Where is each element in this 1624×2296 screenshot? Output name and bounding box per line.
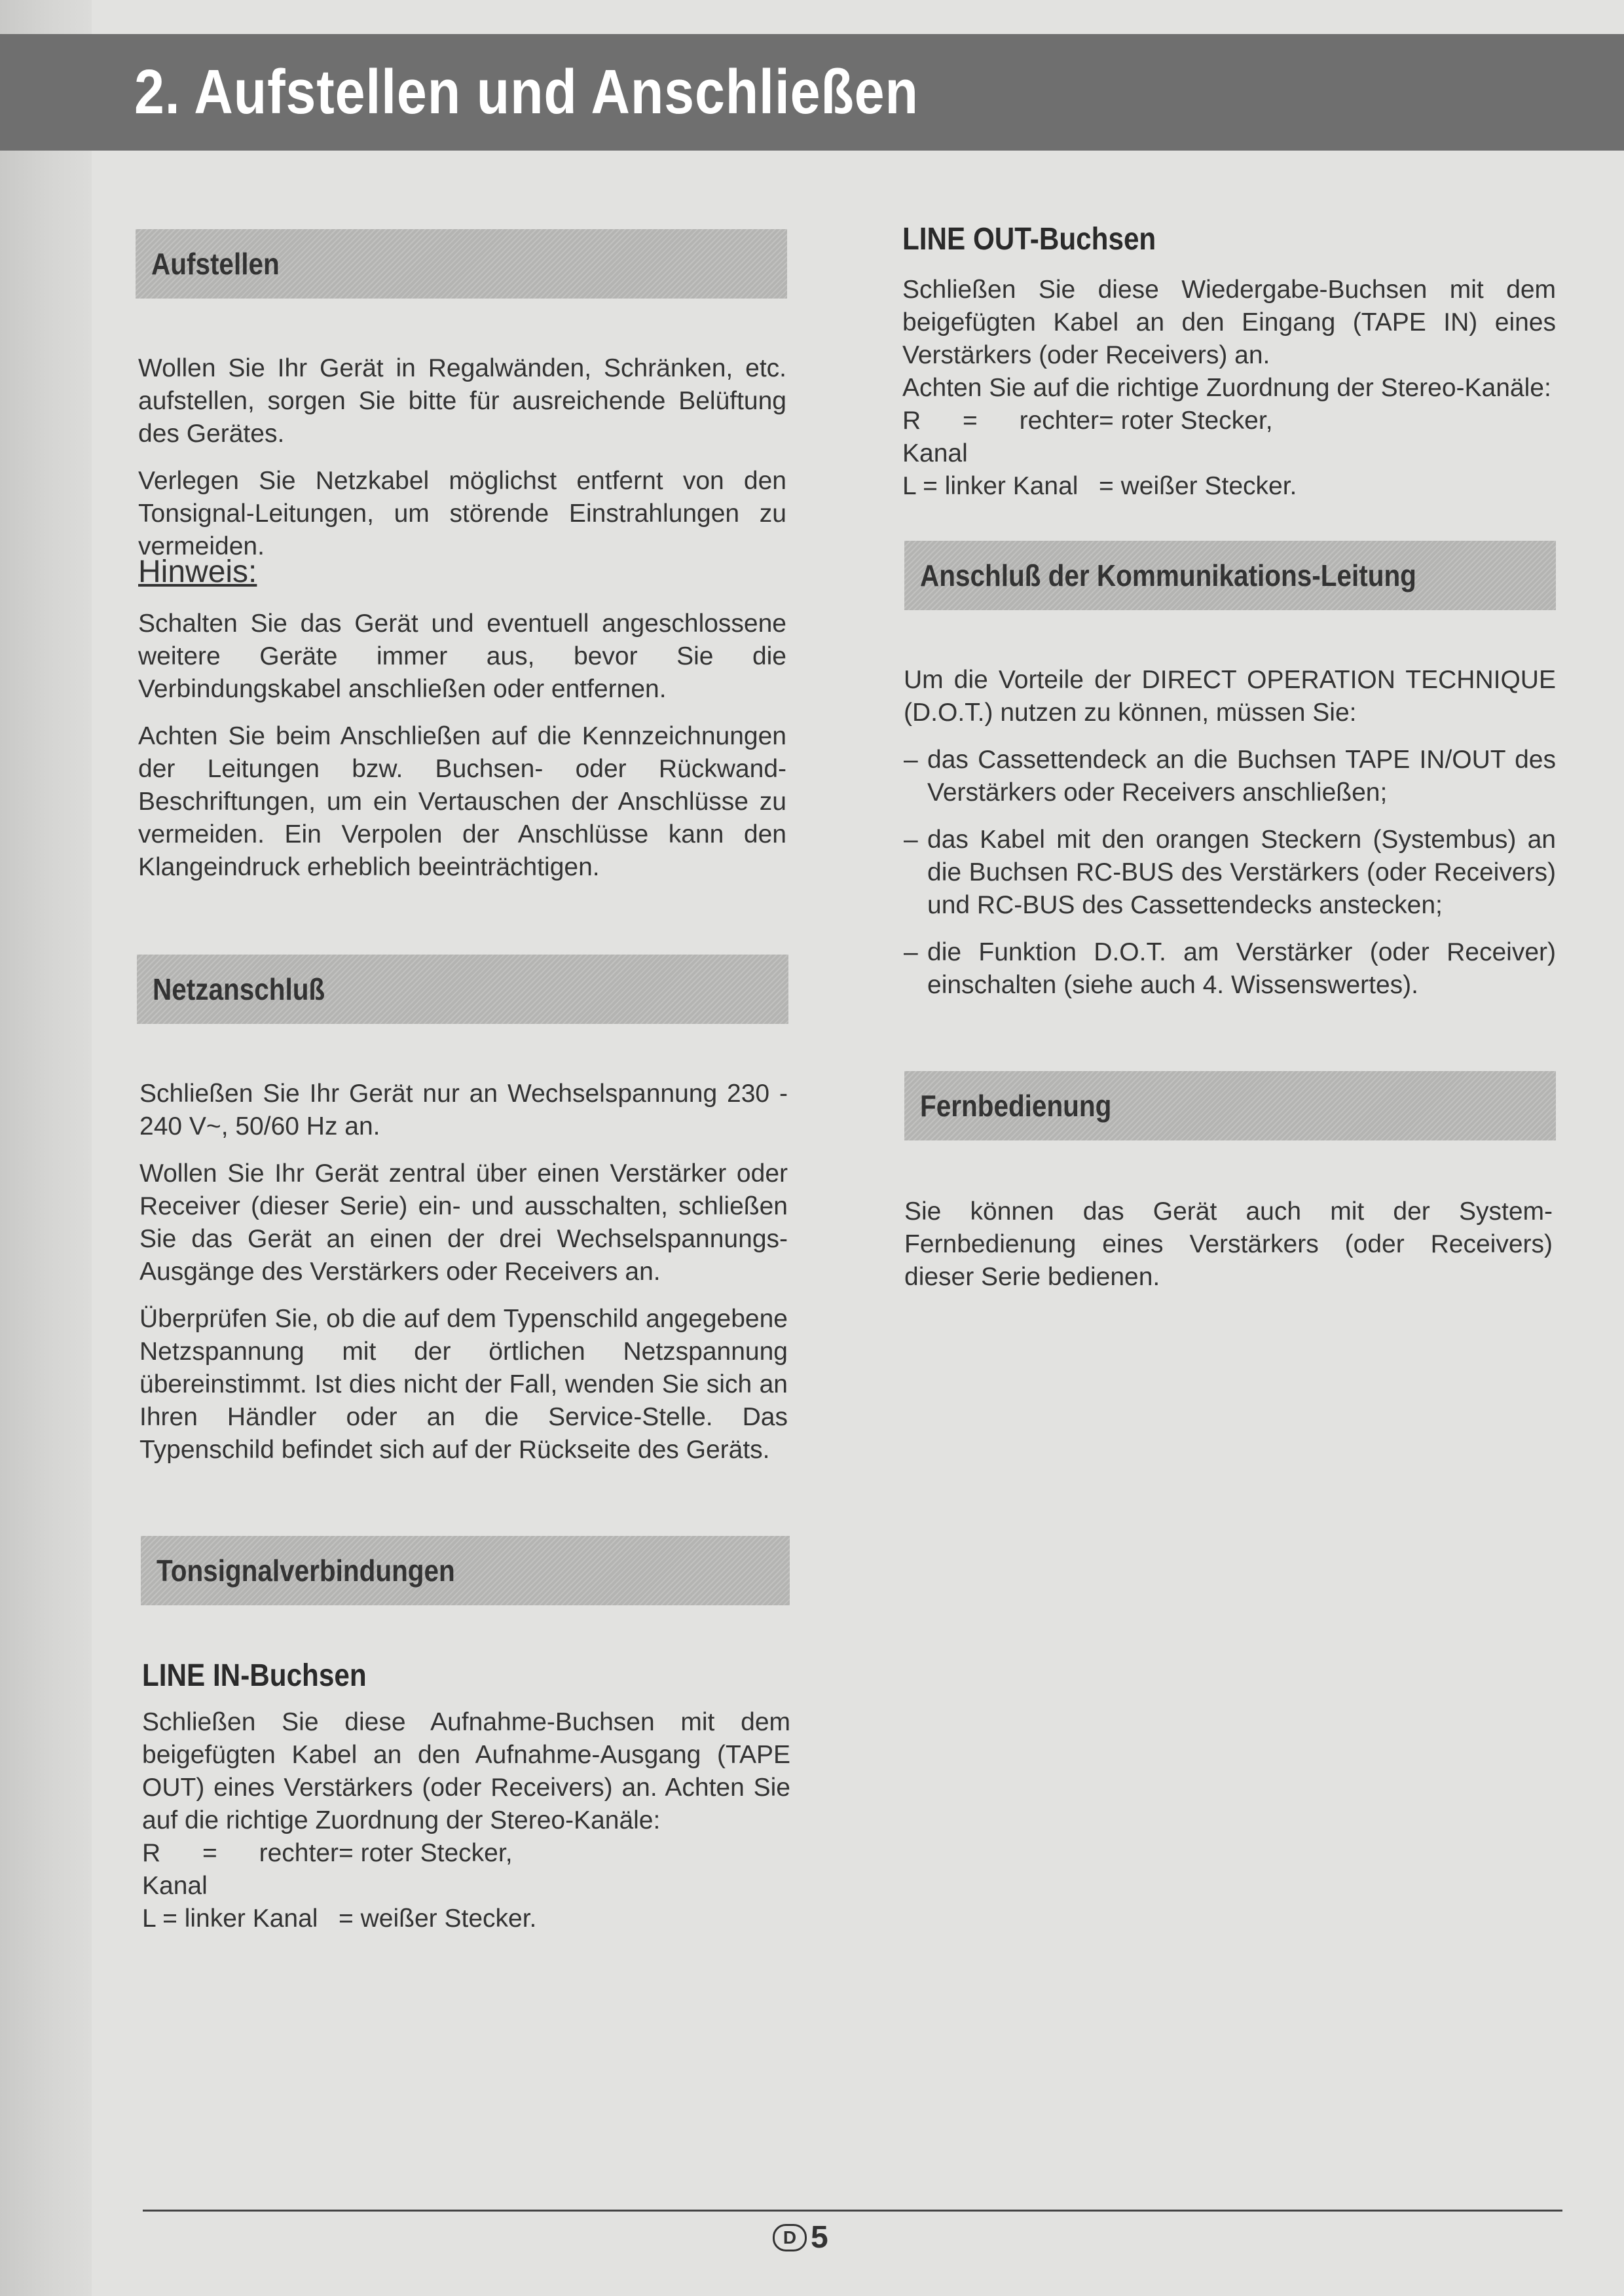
channel-value: = weißer Stecker. [339,1904,537,1933]
paragraph: Verlegen Sie Netzkabel möglichst entfernt von den Tonsignal-Leitungen, um störende Einstrahlungen zu vermeiden. [138,467,786,560]
channel-value: = roter Stecker, [339,1839,513,1867]
section-heading-fernbedienung: Fernbedienung [920,1089,1112,1123]
section-heading-netzanschluss: Netzanschluß [153,972,325,1006]
section-fernbedienung [904,1071,1556,1140]
section-aufstellen [136,229,787,299]
channel-assignment-l [902,470,1556,503]
paragraph: Wollen Sie Ihr Gerät zentral über einen Verstärker oder Receiver (dieser Serie) ein- und ausschalten, schließen Sie das Gerät an einen der drei Wechselspannungs-Ausgänge des Verstärkers oder Receivers an. [139,1159,788,1286]
paragraph: Schließen Sie diese Aufnahme-Buchsen mit dem beigefügten Kabel an den Aufnahme-Ausgang (TAPE OUT) eines Verstärkers (oder Receivers) an. Achten Sie auf die richtige Zuordnung der Stereo-Kanäle: [142,1708,790,1834]
paragraph: Um die Vorteile der DIRECT OPERATION TECHNIQUE (D.O.T.) nutzen zu können, müssen Sie: [904,666,1556,727]
section-heading-aufstellen: Aufstellen [151,247,280,281]
page-title: 2. Aufstellen und Anschließen [134,57,919,127]
page-number [773,2219,828,2255]
channel-value: = weißer Stecker. [1099,472,1297,500]
channel-assignment-r [142,1837,790,1903]
list-item: – das Kabel mit den orangen Steckern (Systembus) an die Buchsen RC-BUS des Verstärkers (oder Receivers) und RC-BUS des Cassettendecks anstecken; [904,826,1556,919]
channel-value: = roter Stecker, [1099,407,1273,435]
paragraph: Wollen Sie Ihr Gerät in Regalwänden, Schränken, etc. aufstellen, sorgen Sie bitte für ausreichende Belüftung des Gerätes. [138,354,786,448]
aufstellen-text [138,352,786,577]
line-out-text [902,274,1556,503]
paragraph: Achten Sie auf die richtige Zuordnung der Stereo-Kanäle: [902,374,1551,402]
section-kommunikation [904,541,1556,610]
fernbedienung-text [904,1195,1553,1308]
channel-assignment-l [142,1903,790,1935]
kommunikation-text [904,664,1556,1016]
paragraph: Schließen Sie diese Wiedergabe-Buchsen mit dem beigefügten Kabel an den Eingang (TAPE IN) eines Verstärkers (oder Receivers) an. [902,276,1556,369]
hinweis-text [138,608,786,898]
paragraph: Schließen Sie Ihr Gerät nur an Wechselspannung 230 - 240 V~, 50/60 Hz an. [139,1080,788,1140]
line-in-heading: LINE IN-Buchsen [142,1658,367,1693]
section-heading-tonsignal: Tonsignalverbindungen [157,1554,455,1588]
paragraph: Achten Sie beim Anschließen auf die Kennzeichnungen der Leitungen bzw. Buchsen- oder Rückwand-Beschriftungen, um ein Vertauschen der Anschlüsse zu vermeiden. Ein Verpolen der Anschlüsse kann den Klangeindruck erheblich beeinträchtigen. [138,722,786,881]
list-item: – die Funktion D.O.T. am Verstärker (oder Receiver) einschalten (siehe auch 4. Wissenswertes). [904,938,1556,999]
page-number-value: 5 [811,2220,828,2255]
paragraph: Schalten Sie das Gerät und eventuell angeschlossene weitere Geräte immer aus, bevor Sie die Verbindungskabel anschließen oder entfernen. [138,610,786,703]
hinweis-heading: Hinweis: [138,555,257,589]
channel-label: L = linker Kanal [902,472,1079,500]
paragraph: Überprüfen Sie, ob die auf dem Typenschild angegebene Netzspannung mit der örtlichen Netzspannung übereinstimmt. Ist dies nicht der Fall, wenden Sie sich an Ihren Händler oder an die Service-Stelle. Das Typenschild befindet sich auf der Rückseite des Geräts. [139,1305,788,1464]
section-heading-kommunikation: Anschluß der Kommunikations-Leitung [920,558,1416,592]
channel-label: L = linker Kanal [142,1904,318,1933]
line-out-heading: LINE OUT-Buchsen [902,222,1156,257]
paragraph: Sie können das Gerät auch mit der System-Fernbedienung eines Verstärkers (oder Receivers) dieser Serie bedienen. [904,1197,1553,1291]
channel-label: R = rechter Kanal [142,1839,339,1900]
channel-assignment-r [902,405,1556,470]
line-in-text [142,1706,790,1935]
list-item: – das Cassettendeck an die Buchsen TAPE IN/OUT des Verstärkers oder Receivers anschließen; [904,746,1556,807]
netzanschluss-text [139,1078,788,1481]
page-binding-shadow [0,0,92,2296]
language-badge: D [773,2224,807,2251]
footer-rule [143,2210,1562,2212]
section-netzanschluss [137,955,788,1024]
section-tonsignal [141,1536,790,1605]
channel-label: R = rechter Kanal [902,407,1099,467]
